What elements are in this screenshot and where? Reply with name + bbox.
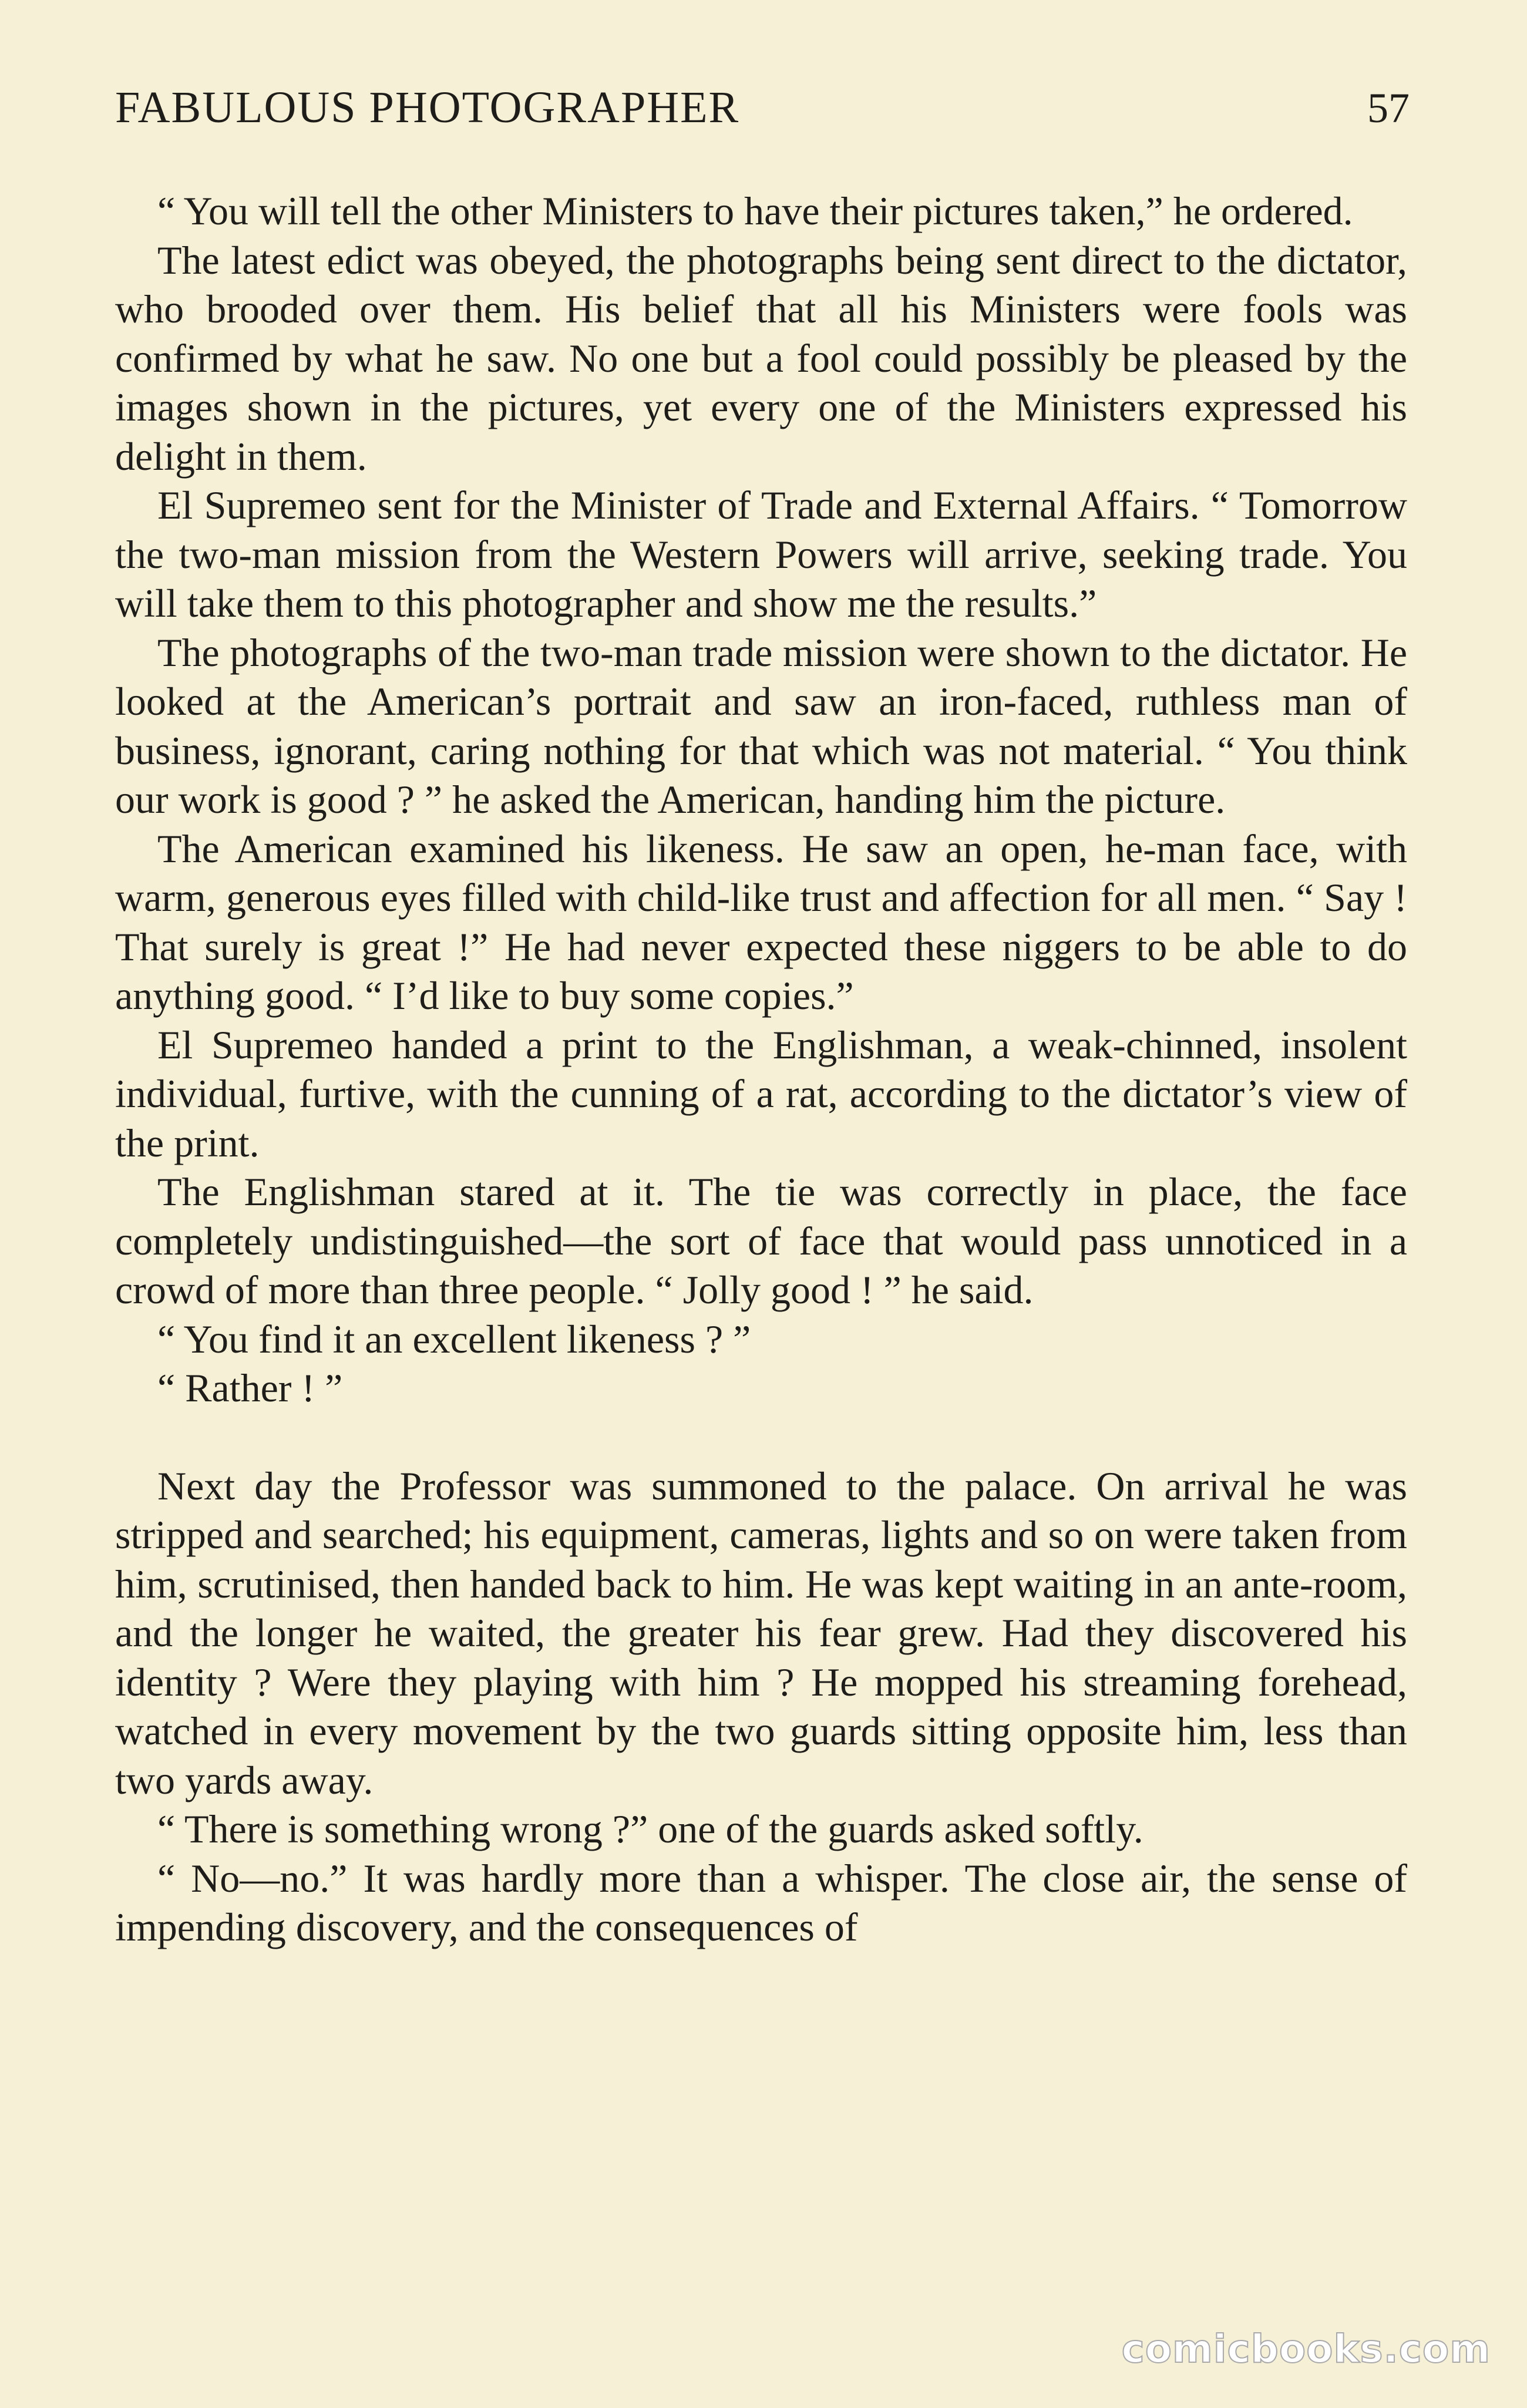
- running-title: FABULOUS PHOTOGRAPHER: [115, 83, 740, 132]
- paragraph: The Englishman stared at it. The tie was correctly in place, the face completely undistinguished—the sort of face that would pass unnoticed in a crowd of more than three people. “ Jolly good ! ” he said.: [115, 1169, 1407, 1312]
- paragraph: The American examined his likeness. He saw an open, he-man face, with warm, generous eyes filled with child-like trust and affection for all men. “ Say ! That surely is great !” He had never expected these niggers to be able to do anything good. “ I’d like to buy some copies.”: [115, 826, 1407, 1018]
- paragraph: El Supremeo handed a print to the Englishman, a weak-chinned, insolent individual, furtive, with the cunning of a rat, according to the dictator’s view of the print.: [115, 1022, 1407, 1165]
- paragraph: “ Rather ! ”: [157, 1366, 343, 1410]
- paragraph: “ You find it an excellent likeness ? ”: [157, 1316, 751, 1361]
- section-break: [115, 1413, 1407, 1462]
- body-text: [115, 187, 1407, 1952]
- paragraph: Next day the Professor was summoned to the palace. On arrival he was stripped and searched; his equipment, cameras, lights and so on were taken from him, scrutinised, then handed back to him. He was kept waiting in an ante-room, and the longer he waited, the greater his fear grew. Had they discovered his identity ? Were they playing with him ? He mopped his streaming forehead, watched in every movement by the two guards sitting opposite him, less than two yards away.: [115, 1463, 1407, 1802]
- page-number: 57: [1367, 85, 1410, 132]
- paragraph: “ You will tell the other Ministers to have their pictures taken,” he ordered.: [157, 189, 1353, 233]
- watermark: comicbooks.com: [1121, 2326, 1491, 2372]
- paragraph: The photographs of the two-man trade mission were shown to the dictator. He looked at the American’s portrait and saw an iron-faced, ruthless man of business, ignorant, caring nothing for that which was not material. “ You think our work is good ? ” he asked the American, handing him the picture.: [115, 630, 1407, 822]
- paragraph: “ There is something wrong ?” one of the guards asked softly.: [157, 1807, 1143, 1851]
- paragraph: The latest edict was obeyed, the photographs being sent direct to the dictator, who brooded over them. His belief that all his Ministers were fools was confirmed by what he saw. No one but a fool could possibly be pleased by the images shown in the pictures, yet every one of the Ministers expressed his delight in them.: [115, 237, 1407, 479]
- paragraph: “ No—no.” It was hardly more than a whisper. The close air, the sense of impending discovery, and the consequences of: [115, 1855, 1407, 1949]
- running-head: [115, 82, 1410, 133]
- paragraph: El Supremeo sent for the Minister of Trade and External Affairs. “ Tomorrow the two-man mission from the Western Powers will arrive, seeking trade. You will take them to this photographer and show me the results.”: [115, 483, 1407, 625]
